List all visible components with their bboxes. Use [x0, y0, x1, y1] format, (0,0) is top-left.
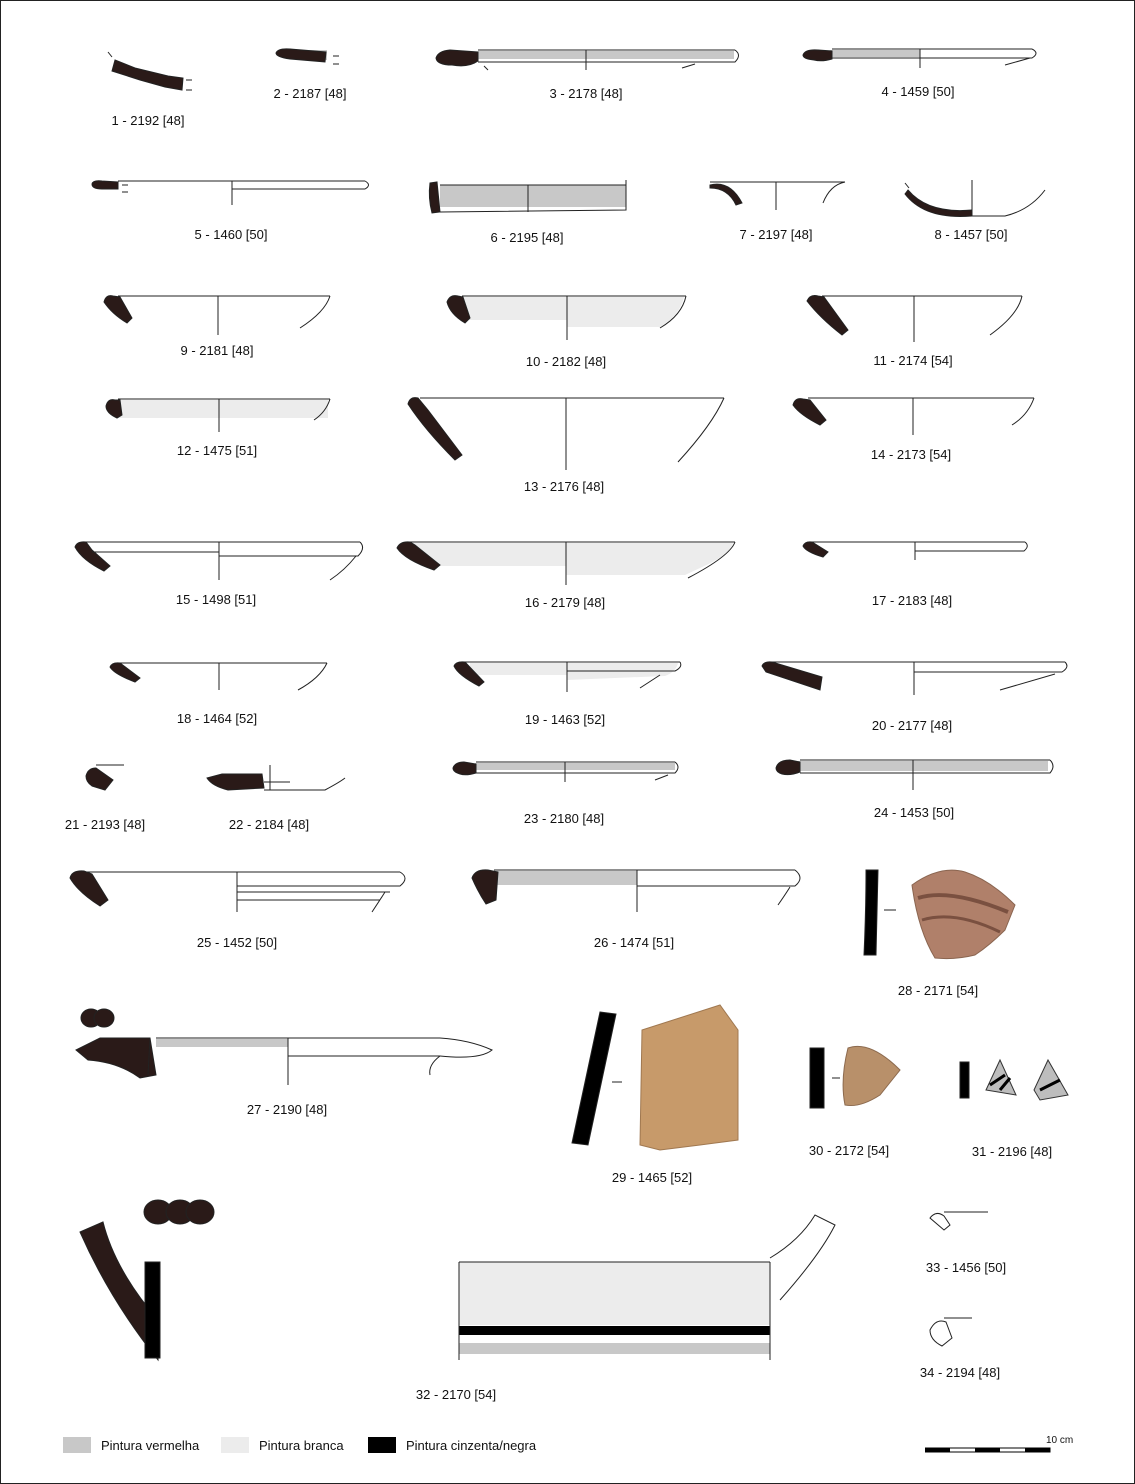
paint-16	[412, 543, 733, 575]
profile-7	[710, 184, 742, 205]
legend-item-red	[63, 1437, 199, 1453]
sherd-label: 2 - 2187 [48]	[273, 86, 347, 101]
paint-3	[478, 51, 734, 59]
legend-swatch-white	[221, 1437, 249, 1453]
profile-21	[86, 768, 113, 790]
paint-23	[475, 763, 675, 770]
sherd-label: 16 - 2179 [48]	[524, 595, 606, 610]
sherd-label: 7 - 2197 [48]	[739, 227, 813, 242]
profile-9	[104, 296, 132, 323]
profile-17	[803, 542, 828, 557]
profile-8	[905, 190, 972, 217]
scale-label: 10 cm	[1046, 1435, 1074, 1446]
sherd-label: 4 - 1459 [50]	[881, 84, 955, 99]
paint-12	[118, 400, 328, 418]
sherd-label: 26 - 1474 [51]	[593, 935, 675, 950]
sherd-label: 1 - 2192 [48]	[111, 113, 185, 128]
profile-5	[92, 181, 118, 189]
sherd-label: 5 - 1460 [50]	[194, 227, 268, 242]
sherd-label: 13 - 2176 [48]	[523, 479, 605, 494]
profile-26	[472, 870, 498, 904]
paint-32b	[459, 1326, 770, 1335]
sherd-label: 6 - 2195 [48]	[490, 230, 564, 245]
profile-11	[807, 296, 848, 335]
legend-swatch-dark	[368, 1437, 396, 1453]
profile-15	[75, 542, 110, 571]
sherd-label: 14 - 2173 [54]	[870, 447, 952, 462]
profile-3	[436, 50, 478, 66]
sherd-label: 19 - 1463 [52]	[524, 712, 606, 727]
scale-bar	[925, 1446, 1055, 1456]
sherd-label: 11 - 2174 [54]	[873, 353, 953, 368]
profile-20	[762, 662, 822, 690]
profile-14	[793, 399, 826, 425]
profile-23	[453, 762, 476, 775]
sherd-label: 18 - 1464 [52]	[176, 711, 258, 726]
sherd-label: 25 - 1452 [50]	[196, 935, 278, 950]
sherd-label: 20 - 2177 [48]	[871, 718, 953, 733]
profile-6	[429, 182, 440, 213]
legend-swatch-red	[63, 1437, 91, 1453]
paint-6	[440, 185, 626, 207]
paint-10b	[567, 297, 684, 327]
paint-27	[156, 1039, 288, 1047]
photo-28	[912, 870, 1015, 958]
paint-19	[470, 663, 567, 675]
profile-27	[76, 1038, 156, 1078]
profile-28	[864, 870, 878, 955]
profile-34	[930, 1321, 952, 1346]
legend-label: Pintura branca	[259, 1437, 344, 1453]
sherd-label: 30 - 2172 [54]	[808, 1143, 890, 1158]
paint-26	[492, 871, 637, 885]
photo-31b	[1034, 1060, 1068, 1100]
paint-32a	[459, 1262, 770, 1325]
sherd-label: 23 - 2180 [48]	[523, 811, 605, 826]
sherd-label: 33 - 1456 [50]	[925, 1260, 1007, 1275]
paint-10	[462, 297, 567, 320]
sherd-label: 12 - 1475 [51]	[176, 443, 258, 458]
profile-31	[960, 1062, 969, 1098]
sherd-label: 27 - 2190 [48]	[246, 1102, 328, 1117]
sherd-label: 3 - 2178 [48]	[549, 86, 623, 101]
legend-item-white	[221, 1437, 344, 1453]
legend-label: Pintura vermelha	[101, 1437, 200, 1453]
sherd-label: 31 - 2196 [48]	[971, 1144, 1053, 1159]
sherd-label: 8 - 1457 [50]	[934, 227, 1008, 242]
profile-33	[930, 1213, 950, 1230]
paint-24	[798, 761, 1048, 771]
profile-12	[106, 400, 122, 418]
profile-22	[207, 774, 264, 790]
paint-4	[830, 50, 920, 57]
profile-13	[408, 398, 462, 460]
sherd-label: 28 - 2171 [54]	[897, 983, 979, 998]
photo-29	[640, 1005, 738, 1150]
profile-24	[776, 760, 800, 775]
legend-label: Pintura cinzenta/negra	[406, 1437, 537, 1453]
profile-29	[572, 1012, 616, 1145]
profile-18	[110, 663, 140, 682]
sherd-label: 21 - 2193 [48]	[64, 817, 146, 832]
profile-25	[70, 871, 108, 906]
profile-30	[810, 1048, 824, 1108]
sherd-label: 24 - 1453 [50]	[873, 805, 955, 820]
profile-1	[112, 60, 183, 90]
photo-30	[843, 1046, 900, 1105]
profile-4	[803, 50, 832, 61]
sherd-label: 29 - 1465 [52]	[611, 1170, 693, 1185]
legend-item-dark	[368, 1437, 536, 1453]
sherd-label: 22 - 2184 [48]	[228, 817, 310, 832]
sherd-label: 10 - 2182 [48]	[525, 354, 607, 369]
sherd-label: 32 - 2170 [54]	[415, 1387, 497, 1402]
paint-32c	[459, 1343, 770, 1354]
sherd-label: 15 - 1498 [51]	[175, 592, 257, 607]
sherd-label: 34 - 2194 [48]	[919, 1365, 1001, 1380]
sherd-label: 17 - 2183 [48]	[871, 593, 953, 608]
sherd-label: 9 - 2181 [48]	[180, 343, 254, 358]
